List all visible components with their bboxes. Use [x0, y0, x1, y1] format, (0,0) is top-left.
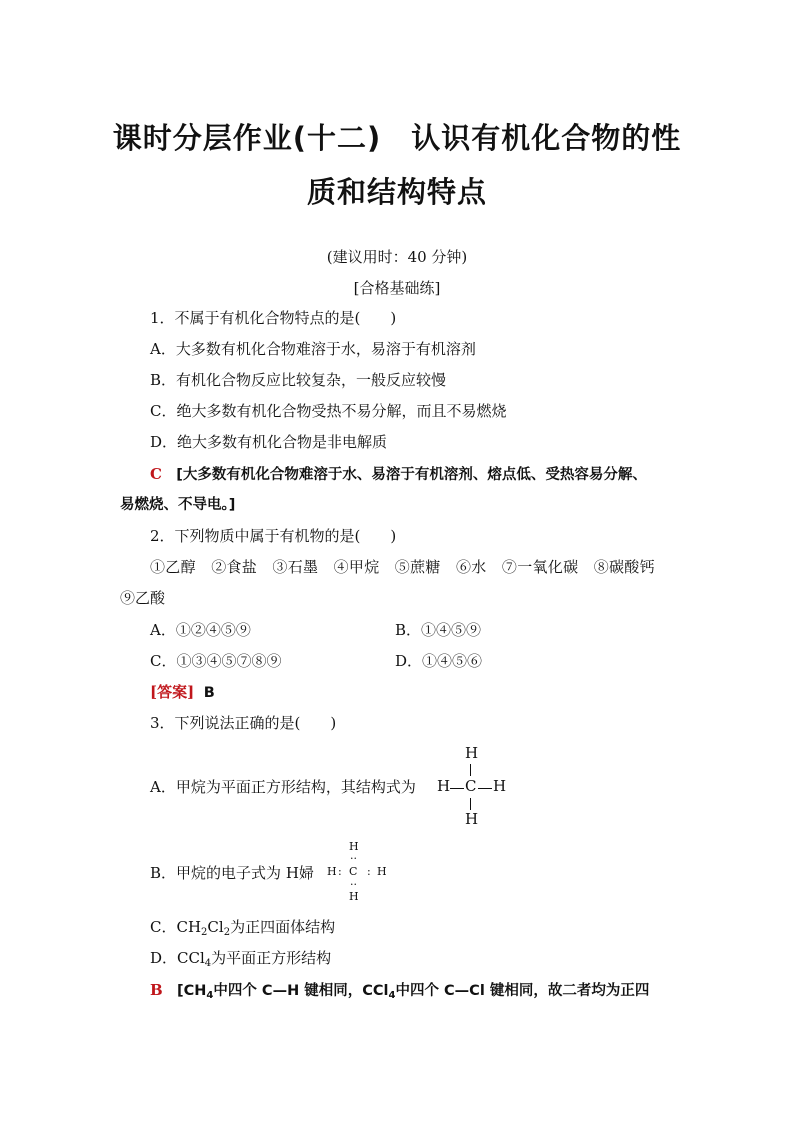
- e-pair-bottom: ··: [350, 878, 357, 891]
- q3-d-sub: 4: [204, 958, 212, 969]
- q2-option-b: B．①④⑤⑨: [395, 621, 482, 639]
- q1-explanation-1: [大多数有机化合物难溶于水、易溶于有机溶剂、熔点低、受热容易分解、: [176, 467, 647, 483]
- atom-h-bottom: H: [465, 810, 479, 828]
- q3-c-pre: C．CH: [150, 918, 202, 936]
- q3-explanation: [177, 983, 649, 999]
- e-atom-c: C: [349, 865, 358, 878]
- q3-option-b-line: [150, 863, 314, 883]
- q1-option-c: C．绝大多数有机化合物受热不易分解，而且不易燃烧: [150, 402, 507, 420]
- e-pair-top: ··: [350, 852, 357, 865]
- q3-explain-sub1: 4: [206, 990, 214, 1001]
- q3-garbled-text: H婦: [285, 864, 314, 882]
- methane-structural-formula: [437, 744, 517, 829]
- q3-answer: B: [150, 981, 163, 999]
- atom-h-left: H: [437, 777, 451, 795]
- q1-answer: C: [150, 465, 162, 483]
- q2-option-a: A．①②④⑤⑨: [150, 621, 251, 639]
- q3-option-a: A．甲烷为平面正方形结构，其结构式为: [150, 778, 416, 796]
- q2-items-2: ⑨乙酸: [120, 589, 166, 607]
- q2-answer-line: [150, 682, 215, 703]
- q3-d-pre: D．CCl: [150, 949, 205, 967]
- e-atom-h-top: H: [349, 840, 359, 853]
- bond-left: [450, 788, 464, 789]
- q3-explain-b: 中四个 C—H 键相同，CCl: [213, 983, 389, 999]
- e-atom-h-bottom: H: [349, 890, 359, 903]
- q3-c-sub1: 2: [201, 927, 208, 938]
- q3-answer-line: [150, 980, 649, 1001]
- q2-answer: B: [203, 685, 215, 701]
- q1-answer-line: [150, 464, 647, 485]
- e-pair-right: :: [367, 865, 371, 878]
- atom-h-top: H: [465, 744, 479, 762]
- e-atom-h-left: H: [327, 865, 337, 878]
- title-part-2: 认识有机化合物的性: [411, 121, 682, 155]
- q1-stem: 1．不属于有机化合物特点的是( ): [150, 309, 397, 327]
- q2-answer-tag: [答案]: [150, 683, 195, 701]
- bond-top: [470, 764, 471, 776]
- page-title-line-1: [0, 116, 794, 157]
- q1-explanation-2: 易燃烧、不导电。]: [120, 497, 236, 513]
- q3-option-d: [150, 948, 331, 968]
- q2-option-d: D．①④⑤⑥: [395, 652, 483, 670]
- q3-explain-a: [CH: [177, 983, 207, 999]
- q2-items-1: ①乙醇 ②食盐 ③石墨 ④甲烷 ⑤蔗糖 ⑥水 ⑦一氧化碳 ⑧碳酸钙: [150, 558, 655, 576]
- q1-option-d: D．绝大多数有机化合物是非电解质: [150, 433, 388, 451]
- q3-c-sub2: 2: [223, 927, 231, 938]
- q3-c-mid: Cl: [207, 918, 224, 936]
- page-title-line-2: 质和结构特点: [306, 175, 487, 209]
- title-part-1: 课时分层作业(十二): [112, 121, 382, 155]
- q3-option-c: [150, 917, 335, 937]
- q1-option-b: B．有机化合物反应比较复杂，一般反应较慢: [150, 371, 447, 389]
- bond-right: [478, 788, 492, 789]
- q2-option-c: C．①③④⑤⑦⑧⑨: [150, 652, 282, 670]
- q3-explain-sub2: 4: [388, 990, 396, 1001]
- q3-explain-c: 中四个 C—Cl 键相同，故二者均为正四: [395, 983, 650, 999]
- q2-stem: 2．下列物质中属于有机物的是( ): [150, 527, 397, 545]
- q3-stem: 3．下列说法正确的是( ): [150, 714, 337, 732]
- q3-c-post: 为正四面体结构: [230, 918, 336, 936]
- atom-c: C: [465, 777, 477, 795]
- e-atom-h-right: H: [377, 865, 387, 878]
- q1-option-a: A．大多数有机化合物难溶于水，易溶于有机溶剂: [150, 340, 476, 358]
- atom-h-right: H: [493, 777, 507, 795]
- q3-option-b: B．甲烷的电子式为: [150, 864, 282, 882]
- time-note: (建议用时：40 分钟): [326, 248, 468, 266]
- methane-electron-formula: [327, 840, 397, 906]
- e-pair-left: :: [338, 865, 342, 878]
- q3-d-post: 为平面正方形结构: [211, 949, 332, 967]
- section-heading: [合格基础练]: [353, 279, 441, 297]
- bond-bottom: [470, 798, 471, 810]
